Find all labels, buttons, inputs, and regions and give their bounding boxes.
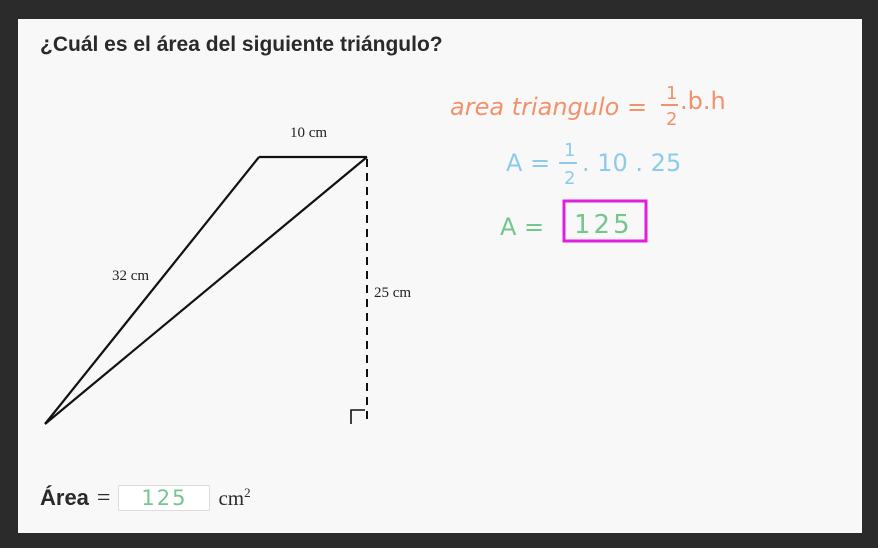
question-title: ¿Cuál es el área del siguiente triángulo? xyxy=(40,33,443,56)
formula-line-2-num: 1 xyxy=(564,140,576,161)
formula-line-2-start: A = xyxy=(506,149,551,177)
answer-unit xyxy=(218,485,250,511)
formula-line-1-tail: .b.h xyxy=(680,87,726,115)
formula-line-1-den: 2 xyxy=(666,109,678,130)
formula-line-2 xyxy=(506,140,681,189)
formula-line-3-result: 125 xyxy=(574,210,633,240)
formula-line-1-text: area triangulo = xyxy=(450,93,648,121)
answer-unit-text: cm xyxy=(218,486,245,510)
answer-label: Área xyxy=(40,485,89,510)
formula-line-1-num: 1 xyxy=(666,83,678,104)
problem-card xyxy=(18,19,862,533)
answer-unit-exponent: 2 xyxy=(244,485,251,500)
triangle-diagram xyxy=(18,19,862,533)
formula-line-2-tail: . 10 . 25 xyxy=(582,149,682,177)
triangle-left-side xyxy=(45,157,259,424)
triangle-hypotenuse xyxy=(45,157,367,424)
left-side-label: 32 cm xyxy=(112,268,150,284)
formula-line-3-start: A = xyxy=(500,213,545,241)
formula-line-3 xyxy=(500,201,646,241)
right-angle-mark xyxy=(351,410,365,424)
answer-equals: = xyxy=(96,484,111,511)
formula-line-1 xyxy=(450,83,726,130)
answer-value: 125 xyxy=(141,486,188,510)
height-label: 25 cm xyxy=(374,285,412,301)
answer-row xyxy=(40,482,251,514)
answer-input[interactable] xyxy=(118,485,210,511)
top-side-label: 10 cm xyxy=(290,125,328,141)
formula-line-2-den: 2 xyxy=(564,168,576,189)
